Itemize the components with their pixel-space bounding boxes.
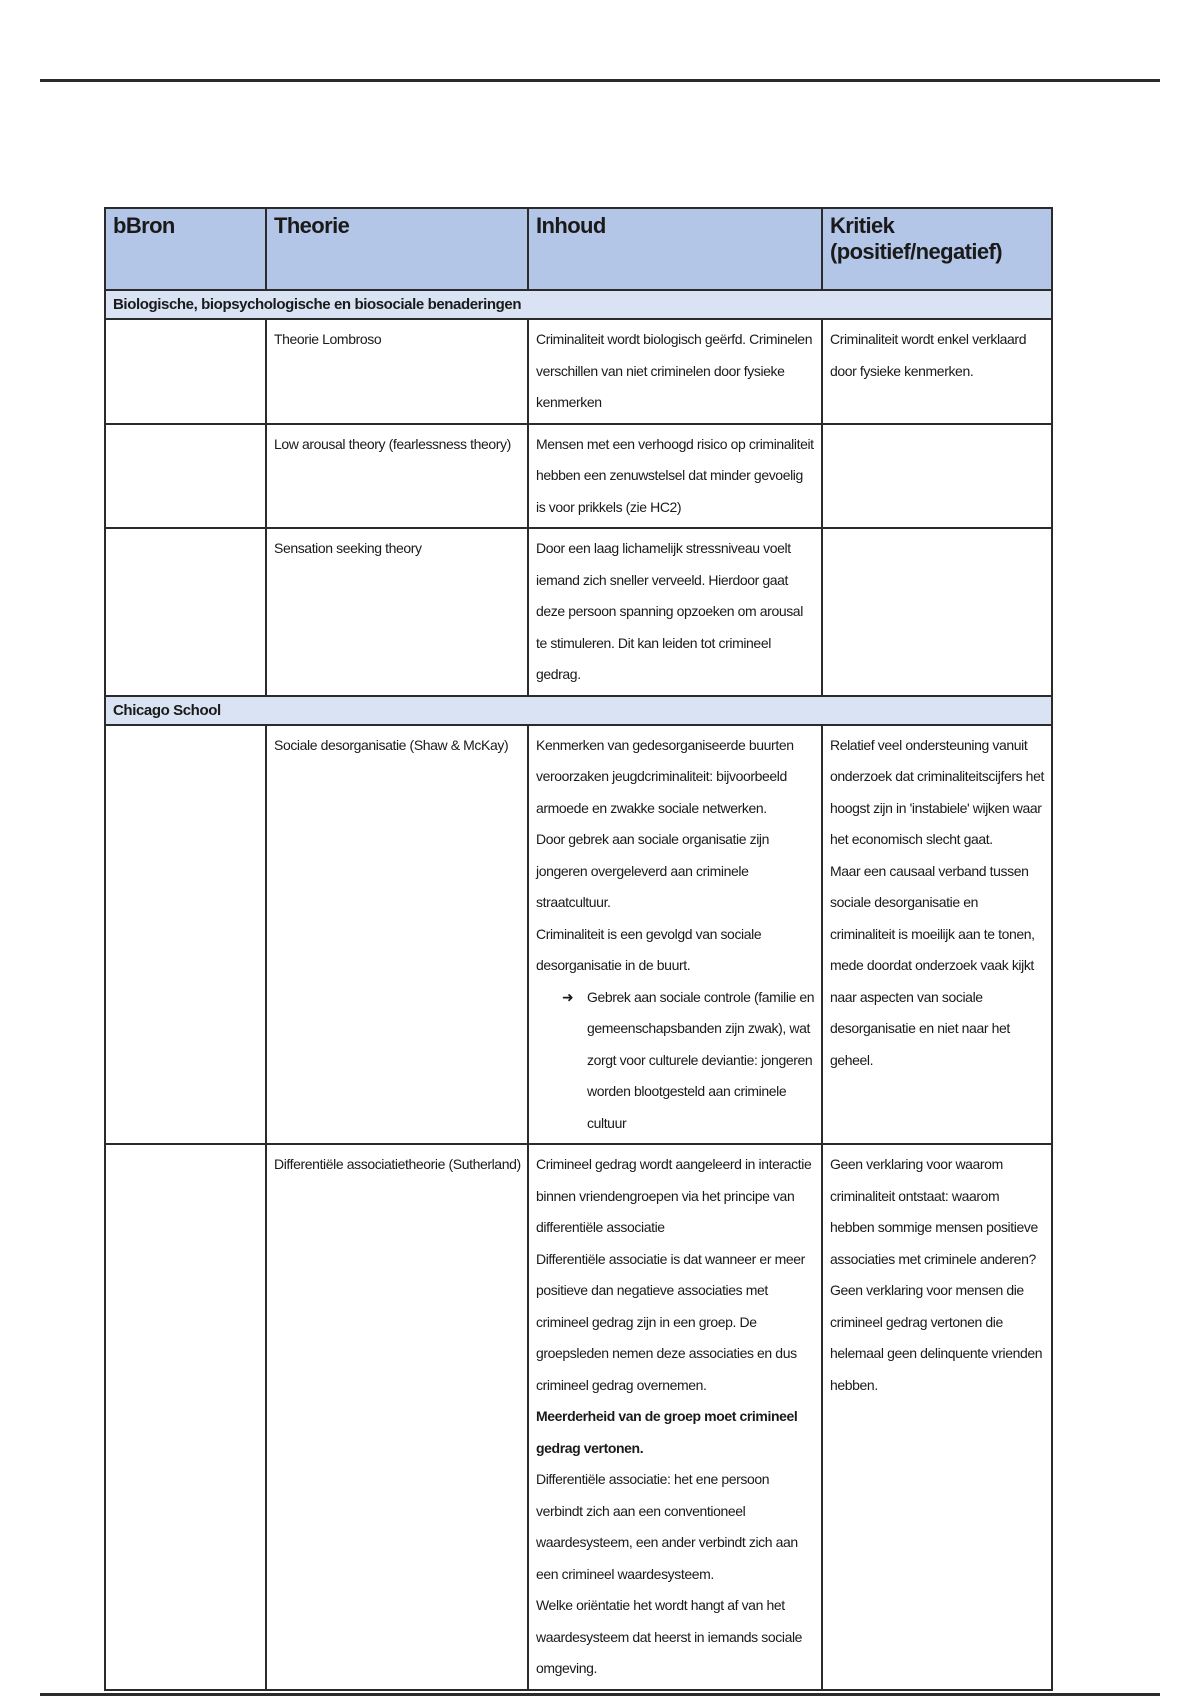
cell-inhoud: [528, 528, 822, 696]
section-row: [105, 290, 1052, 319]
cell-bron: [105, 1144, 266, 1690]
kritiek-paragraph: Geen verklaring voor waarom criminaliteit ontstaat: waarom hebben sommige mensen positieve associaties met criminele anderen?: [830, 1156, 1038, 1267]
section-title: Chicago School: [105, 696, 1052, 725]
table-row: [105, 319, 1052, 424]
arrow-bullet-text: Gebrek aan sociale controle (familie en gemeenschapsbanden zijn zwak), wat zorgt voor culturele deviantie: jongeren worden blootgesteld aan criminele cultuur: [587, 988, 815, 1131]
inhoud-bold-paragraph: Meerderheid van de groep moet crimineel gedrag vertonen.: [536, 1408, 798, 1456]
inhoud-paragraph: Criminaliteit wordt biologisch geërfd. Criminelen verschillen van niet criminelen door fysieke kenmerken: [536, 331, 813, 410]
cell-theorie: Sociale desorganisatie (Shaw & McKay): [266, 725, 528, 1145]
arrow-bullet-item: [536, 982, 815, 1140]
table-row: [105, 1144, 1052, 1690]
inhoud-paragraph: Door een laag lichamelijk stressniveau voelt iemand zich sneller verveeld. Hierdoor gaat deze persoon spanning opzoeken om arousal te stimuleren. Dit kan leiden tot crimineel gedrag.: [536, 540, 803, 682]
footer-rule: [40, 1693, 1160, 1696]
inhoud-paragraph: Crimineel gedrag wordt aangeleerd in interactie binnen vriendengroepen via het principe van differentiële associatie: [536, 1156, 812, 1235]
header-theorie: Theorie: [266, 208, 528, 290]
inhoud-paragraph: Kenmerken van gedesorganiseerde buurten veroorzaken jeugdcriminaliteit: bijvoorbeeld armoede en zwakke sociale netwerken.: [536, 736, 794, 816]
cell-theorie: Low arousal theory (fearlessness theory): [266, 424, 528, 529]
cell-kritiek: [822, 319, 1052, 424]
arrow-right-icon: ➜: [562, 988, 574, 1005]
inhoud-paragraph: Mensen met een verhoogd risico op criminaliteit hebben een zenuwstelsel dat minder gevoelig is voor prikkels (zie HC2): [536, 435, 814, 515]
cell-bron: [105, 319, 266, 424]
header-rule: [40, 79, 1160, 82]
kritiek-paragraph: Geen verklaring voor mensen die crimineel gedrag vertonen die helemaal geen delinquente vrienden hebben.: [830, 1282, 1043, 1393]
cell-bron: [105, 424, 266, 529]
section-row: [105, 696, 1052, 725]
cell-inhoud: [528, 424, 822, 529]
cell-bron: [105, 528, 266, 696]
cell-kritiek: [822, 1144, 1052, 1690]
table-row: [105, 725, 1052, 1145]
cell-kritiek: [822, 528, 1052, 696]
header-bron: bBron: [105, 208, 266, 290]
cell-kritiek: [822, 725, 1052, 1145]
kritiek-paragraph: Relatief veel ondersteuning vanuit onderzoek dat criminaliteitscijfers het hoogst zijn in 'instabiele' wijken waar het economisch slecht gaat.: [830, 736, 1044, 847]
cell-theorie: Sensation seeking theory: [266, 528, 528, 696]
inhoud-paragraph: Differentiële associatie: het ene persoon verbindt zich aan een conventioneel waardesysteem, een ander verbindt zich aan een crimineel waardesysteem.: [536, 1471, 798, 1582]
cell-kritiek: [822, 424, 1052, 529]
cell-theorie: Theorie Lombroso: [266, 319, 528, 424]
table-header-row: [105, 208, 1052, 290]
section-title: Biologische, biopsychologische en biosociale benaderingen: [105, 290, 1052, 319]
header-kritiek: Kritiek (positief/negatief): [822, 208, 1052, 290]
inhoud-paragraph: Criminaliteit is een gevolgd van sociale desorganisatie in de buurt.: [536, 925, 762, 973]
inhoud-paragraph: Differentiële associatie is dat wanneer er meer positieve dan negatieve associaties met crimineel gedrag zijn in een groep. De groepsleden nemen deze associaties en dus crimineel gedrag overnemen.: [536, 1250, 805, 1393]
cell-theorie: Differentiële associatietheorie (Sutherland): [266, 1144, 528, 1690]
cell-inhoud: [528, 725, 822, 1145]
header-inhoud: Inhoud: [528, 208, 822, 290]
theory-table: [104, 207, 1053, 1691]
cell-bron: [105, 725, 266, 1145]
cell-inhoud: [528, 319, 822, 424]
inhoud-paragraph: Welke oriëntatie het wordt hangt af van het waardesysteem dat heerst in iemands sociale omgeving.: [536, 1597, 803, 1676]
inhoud-paragraph: Door gebrek aan sociale organisatie zijn jongeren overgeleverd aan criminele straatcultuur.: [536, 831, 770, 910]
kritiek-paragraph: Criminaliteit wordt enkel verklaard door fysieke kenmerken.: [830, 331, 1027, 379]
table-row: [105, 424, 1052, 529]
cell-inhoud: [528, 1144, 822, 1690]
kritiek-paragraph: Maar een causaal verband tussen sociale desorganisatie en criminaliteit is moeilijk aan te tonen, mede doordat onderzoek vaak kijkt naar aspecten van sociale desorganisatie en niet naar het geheel.: [830, 862, 1035, 1068]
table-row: [105, 528, 1052, 696]
